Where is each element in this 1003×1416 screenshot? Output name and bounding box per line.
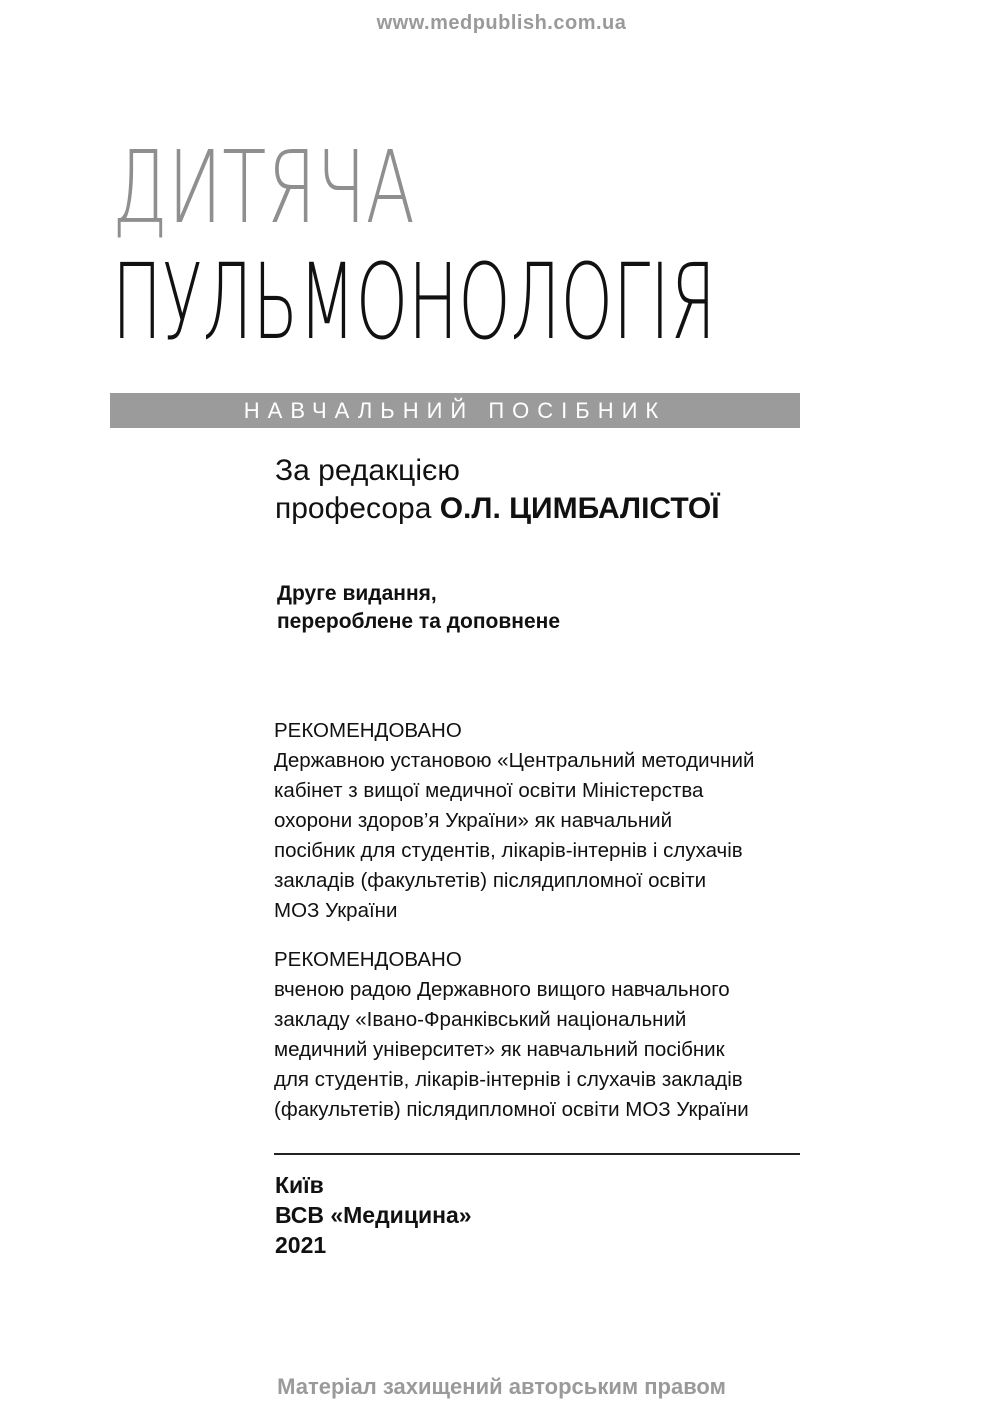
editor-title: професора bbox=[275, 492, 440, 525]
editor-line-1: За редакцією bbox=[275, 454, 460, 487]
recommendation-line: вченою радою Державного вищого навчального bbox=[274, 978, 730, 1001]
recommendation-heading: РЕКОМЕНДОВАНО bbox=[274, 948, 462, 971]
editor-name: О.Л. ЦИМБАЛІСТОЇ bbox=[439, 492, 720, 525]
recommendation-line: Державною установою «Центральний методичний bbox=[274, 749, 755, 772]
recommendation-line: посібник для студентів, лікарів-інтернів і слухачів bbox=[274, 839, 743, 862]
edition-line-1: Друге видання, bbox=[277, 582, 437, 605]
book-title-line-2: ПУЛЬМОНОЛОГІЯ bbox=[112, 241, 716, 363]
recommendation-line: для студентів, лікарів-інтернів і слухачів закладів bbox=[274, 1068, 743, 1091]
recommendation-1 bbox=[274, 716, 754, 926]
publisher-name: ВСВ «Медицина» bbox=[275, 1202, 472, 1228]
watermark-top-url: www.medpublish.com.ua bbox=[376, 12, 627, 34]
publisher-block bbox=[275, 1170, 472, 1260]
recommendation-line: закладу «Івано-Франківський національний bbox=[274, 1008, 687, 1031]
recommendation-line: закладів (факультетів) післядипломної освіти bbox=[274, 869, 707, 892]
recommendation-line: кабінет з вищої медичної освіти Міністерства bbox=[274, 779, 704, 802]
recommendation-2 bbox=[274, 945, 749, 1125]
book-title-line-1: ДИТЯЧА bbox=[112, 129, 415, 246]
publication-year: 2021 bbox=[275, 1232, 327, 1258]
horizontal-divider bbox=[274, 1153, 800, 1155]
recommendation-heading: РЕКОМЕНДОВАНО bbox=[274, 719, 462, 742]
editor-block bbox=[275, 452, 720, 528]
edition-block bbox=[277, 580, 560, 636]
subtitle-text: НАВЧАЛЬНИЙ ПОСІБНИК bbox=[243, 398, 667, 423]
watermark-copyright: Матеріал захищений авторським правом bbox=[277, 1374, 726, 1399]
edition-line-2: перероблене та доповнене bbox=[277, 610, 561, 633]
publisher-city: Київ bbox=[275, 1172, 324, 1198]
editor-line-2 bbox=[275, 490, 720, 528]
recommendation-line: медичний університет» як навчальний посібник bbox=[274, 1038, 725, 1061]
recommendation-line: охорони здоров’я України» як навчальний bbox=[274, 809, 673, 832]
recommendation-line: МОЗ України bbox=[274, 899, 398, 922]
recommendation-line: (факультетів) післядипломної освіти МОЗ України bbox=[274, 1098, 749, 1121]
